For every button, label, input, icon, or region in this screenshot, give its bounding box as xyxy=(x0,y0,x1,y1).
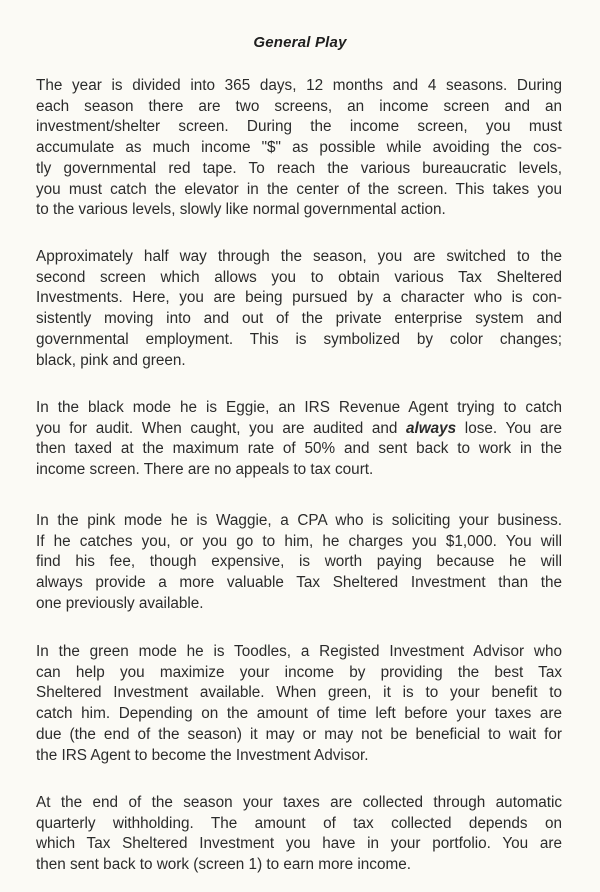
text-line: second screen which allows you to obtain various Tax Sheltered xyxy=(36,268,562,286)
text-line: then sent back to work (screen 1) to earn more income. xyxy=(36,856,411,874)
text-line: one previously available. xyxy=(36,594,204,612)
paragraph-black-mode xyxy=(36,398,562,481)
text-line: then taxed at the maximum rate of 50% and sent back to work in the xyxy=(36,440,562,458)
text-line: can help you maximize your income by providing the best Tax xyxy=(36,663,562,681)
text-line: sistently moving into and out of the private enterprise system and xyxy=(36,310,562,328)
text-line: accumulate as much income "$" as possible while avoiding the cos- xyxy=(36,139,562,157)
text-line: Sheltered Investment available. When green, it is to your benefit to xyxy=(36,684,562,702)
paragraph-end-of-season xyxy=(36,793,562,876)
text-line: In the pink mode he is Waggie, a CPA who is soliciting your business. xyxy=(36,512,562,529)
text-line: which Tax Sheltered Investment you have in your portfolio. You are xyxy=(36,835,562,853)
text-line: you must catch the elevator in the center of the screen. This takes you xyxy=(36,180,562,198)
text-line: governmental employment. This is symbolized by color changes; xyxy=(36,330,562,348)
text-line: each season there are two screens, an income screen and an xyxy=(36,97,562,115)
page-title: General Play xyxy=(253,34,347,51)
text-line: The year is divided into 365 days, 12 months and 4 seasons. During xyxy=(36,77,562,94)
text-segment: you for audit. When caught, you are audited and xyxy=(36,419,407,437)
text-line: the IRS Agent to become the Investment Advisor. xyxy=(36,746,369,764)
text-line xyxy=(36,419,562,440)
text-line: tly governmental red tape. To reach the various bureaucratic levels, xyxy=(36,159,562,177)
paragraph-green-mode xyxy=(36,642,562,766)
text-line: If he catches you, or you go to him, he charges you $1,000. You will xyxy=(36,532,562,550)
text-line: black, pink and green. xyxy=(36,351,186,369)
text-segment: lose. You are xyxy=(456,419,562,437)
text-line: income screen. There are no appeals to tax court. xyxy=(36,461,374,479)
text-line: Investments. Here, you are being pursued by a character who is con- xyxy=(36,289,562,307)
emphasized-word: always xyxy=(406,419,457,437)
paragraph-second-screen xyxy=(36,247,562,371)
text-line: investment/shelter screen. During the income screen, you must xyxy=(36,118,562,136)
text-line: due (the end of the season) it may or may not be beneficial to wait for xyxy=(36,725,562,743)
text-line: At the end of the season your taxes are collected through automatic xyxy=(36,794,562,811)
text-line: find his fee, though expensive, is worth paying because he will xyxy=(36,553,562,571)
text-line: In the green mode he is Toodles, a Registed Investment Advisor who xyxy=(36,643,562,660)
text-line: Approximately half way through the season, you are switched to the xyxy=(36,248,562,265)
text-line: quarterly withholding. The amount of tax collected depends on xyxy=(36,814,562,832)
text-line: always provide a more valuable Tax Sheltered Investment than the xyxy=(36,574,562,592)
text-line: In the black mode he is Eggie, an IRS Revenue Agent trying to catch xyxy=(36,399,562,416)
paragraph-general-play-overview xyxy=(36,76,562,221)
text-line: catch him. Depending on the amount of time left before your taxes are xyxy=(36,705,562,723)
paragraph-pink-mode xyxy=(36,511,562,615)
text-line: to the various levels, slowly like normal governmental action. xyxy=(36,201,446,219)
